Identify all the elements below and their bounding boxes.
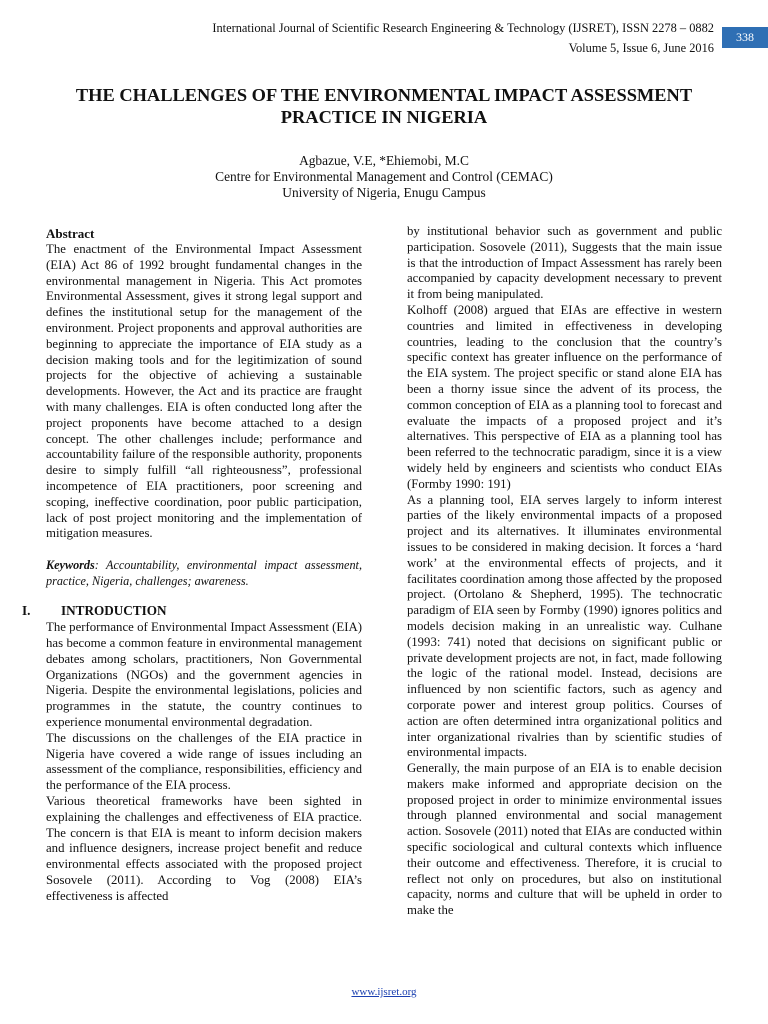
volume-info: Volume 5, Issue 6, June 2016 bbox=[568, 41, 714, 55]
keywords-text: : Accountability, environmental impact assessment, practice, Nigeria, challenges; awareness. bbox=[46, 558, 362, 589]
intro-paragraph: The discussions on the challenges of the EIA practice in Nigeria have covered a wide range of issues including an assessment of the compliance, responsibilities, efficiency and the performance of the EIA process. bbox=[46, 730, 362, 793]
section-number: I. bbox=[22, 603, 31, 619]
intro-paragraph: The performance of Environmental Impact Assessment (EIA) has become a common feature in environmental management debates among scholars, practitioners, Non Governmental Organizations (NGOs) and the government agencies in Nigeria. Despite the environmental legislations, policies and programmes in the statute, the country continues to experience monumental environmental degradation. bbox=[46, 620, 362, 729]
left-column bbox=[22, 226, 362, 904]
section-heading-introduction bbox=[22, 603, 362, 619]
author-affiliation: Centre for Environmental Management and Control (CEMAC) bbox=[215, 169, 553, 184]
body-paragraph: by institutional behavior such as government and public participation. Sosovele (2011), Suggests that the main issue is that the introduction of Impact Assessment has rarely been accompanied by capacity development necessary to prevent it from being manipulated. bbox=[407, 224, 722, 302]
keywords bbox=[46, 557, 362, 589]
right-column bbox=[407, 224, 722, 919]
section-title: INTRODUCTION bbox=[61, 603, 167, 619]
paper-title: THE CHALLENGES OF THE ENVIRONMENTAL IMPACT ASSESSMENT PRACTICE IN NIGERIA bbox=[75, 85, 693, 127]
intro-paragraph: Various theoretical frameworks have been sighted in explaining the challenges and effectiveness of EIA practice. The concern is that EIA is meant to inform decision makers and influence designers, increase project benefit and reduce environmental effects associated with the proposed project Sosovele (2011). According to Vog (2008) EIA’s effectiveness is affected bbox=[46, 793, 362, 903]
body-paragraph: As a planning tool, EIA serves largely to inform interest parties of the likely environmental impacts of a proposed project and its alternatives. It illuminates environmental issues to be considered in making decision. It forces a ‘hard work’ at the environmental effects of projects, and it facilitates coordination among those affected by the proposed project. (Ortolano & Shepherd, 1995). The technocratic paradigm of EIA seen by Formby (1990) ignores politics and models decision making in an unrealistic way. Culhane (1993: 741) noted that decisions on significant public or private development projects are not, in fact, made following the logic of the rational model. Instead, decisions are influenced by non scientific factors, such as agency and corporate power and interest group politics. Courses of action are often determined intra organizational politics and inter organizational rivalries than by scientific studies of environmental impacts. bbox=[407, 492, 722, 760]
journal-header: International Journal of Scientific Research Engineering & Technology (IJSRET), ISSN 2278 – 0882 bbox=[212, 21, 714, 35]
author-names: Agbazue, V.E, *Ehiemobi, M.C bbox=[299, 153, 469, 168]
keywords-label: Keywords bbox=[46, 558, 95, 573]
body-paragraph: Kolhoff (2008) argued that EIAs are effective in western countries and limited in effectiveness in developing countries, leading to the conclusion that the country’s specific context has greater influence on the performance of the EIA system. The project specific or stand alone EIA has been a thorny issue since the advent of its process, the common conception of EIA as a planning tool to forecast and evaluate the impacts of a proposed project and it’s alternatives. This perspective of EIA as a planning tool has been referred to the technocratic paradigm, since it is a view widely held by engineers and scientists who conduct EIAs (Formby 1990: 191) bbox=[407, 302, 722, 491]
body-paragraph: Generally, the main purpose of an EIA is to enable decision makers make informed and appropriate decision on the proposed project in order to minimize environmental issues through planned environmental and social management action. Sosovele (2011) noted that EIAs are conducted within specific sociological and cultural contexts which influence their outcome and effectiveness. Therefore, it is crucial to reflect not only on procedures, but also on institutional capacity, norms and culture that will be upheld in order to make the bbox=[407, 761, 722, 918]
author-university: University of Nigeria, Enugu Campus bbox=[282, 185, 486, 200]
abstract-text: The enactment of the Environmental Impact Assessment (EIA) Act 86 of 1992 brought fundamental changes in the environmental management in Nigeria. This Act promotes Environmental Assessment, gives it strong legal support and defines the institutional setup for the management of the environment. Project proponents and approval authorities are beginning to appreciate the importance of EIA study as a decision making tools and for the legitimization of sound projects for the objective of achieving a sustainable developments. However, the Act and its practice are fraught with many challenges. EIA is often conducted long after the project proponents have become attached to a design concept. The other challenges include; performance and accountability failure of the responsible authority, proponents desire to simply fulfill “all righteousness”, professional incompetence of EIA practitioners, poor screening and scoping, ineffective coordination, poor public participation, lack of post project monitoring and the implementation of mitigation measures. bbox=[46, 242, 362, 541]
author-block bbox=[60, 153, 708, 201]
abstract-heading: Abstract bbox=[46, 226, 95, 241]
page-number-badge: 338 bbox=[722, 27, 768, 48]
footer-link[interactable]: www.ijsret.org bbox=[351, 986, 417, 998]
